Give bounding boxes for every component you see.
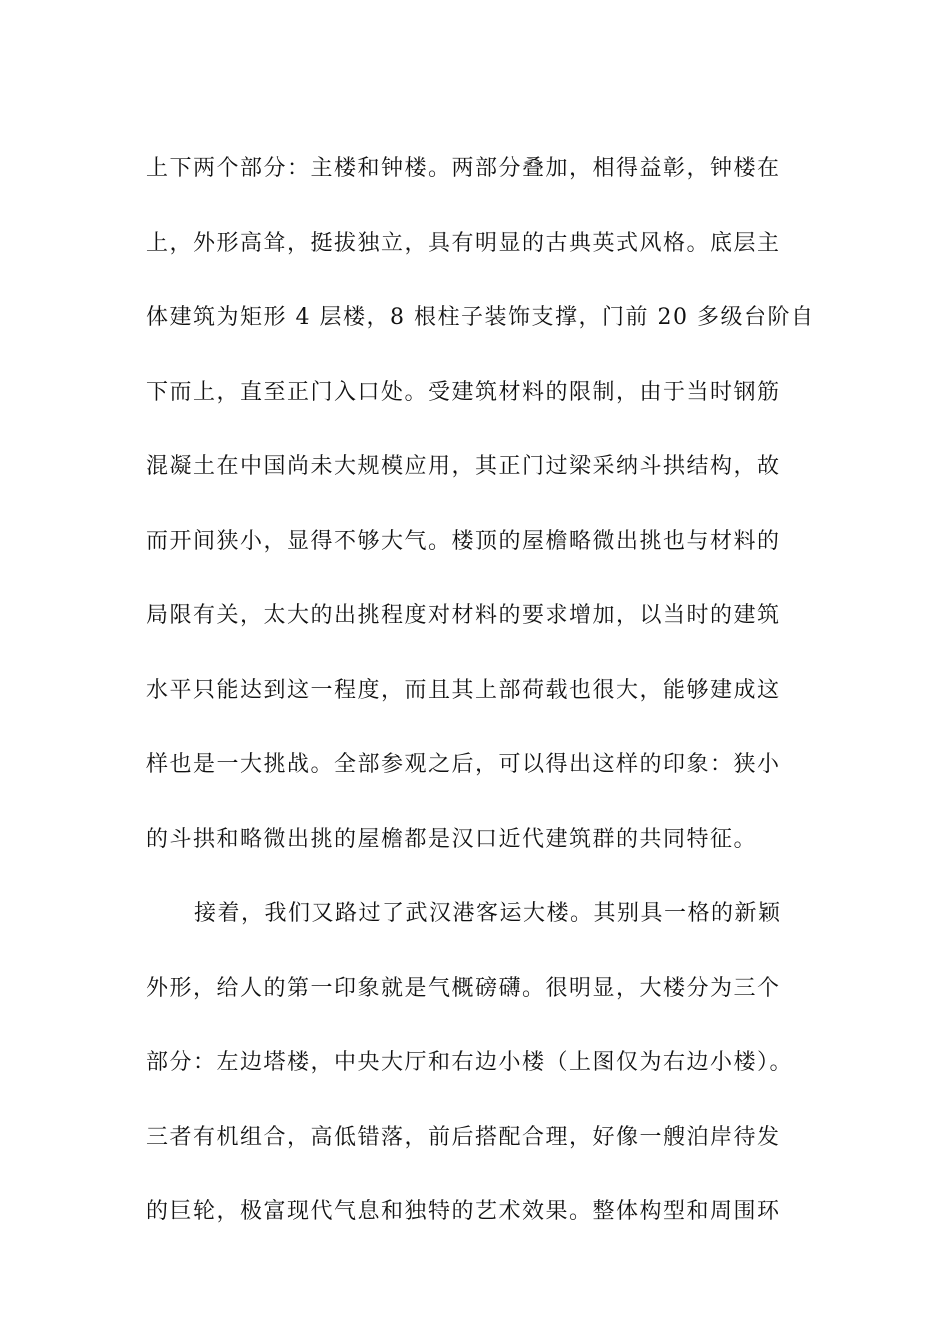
text-line: 体建筑为矩形 4 层楼，8 根柱子装饰支撑，门前 20 多级台阶自 (146, 305, 815, 330)
text-line: 混凝土在中国尚未大规模应用，其正门过梁采纳斗拱结构，故 (146, 454, 781, 479)
paragraph-start-line: 接着，我们又路过了武汉港客运大楼。其别具一格的新颖 (194, 901, 782, 926)
text-line: 局限有关，太大的出挑程度对材料的要求增加，以当时的建筑 (146, 603, 781, 628)
text-line: 水平只能达到这一程度，而且其上部荷载也很大，能够建成这 (146, 677, 781, 703)
text-line: 部分：左边塔楼，中央大厅和右边小楼（上图仅为右边小楼）。 (146, 1050, 794, 1075)
text-line: 下而上，直至正门入口处。受建筑材料的限制，由于当时钢筋 (146, 379, 781, 405)
text-line: 的巨轮，极富现代气息和独特的艺术效果。整体构型和周围环 (146, 1199, 781, 1224)
text-line: 上下两个部分：主楼和钟楼。两部分叠加，相得益彰，钟楼在 (146, 156, 781, 181)
text-line: 上，外形高耸，挺拔独立，具有明显的古典英式风格。底层主 (146, 230, 781, 256)
text-line: 外形，给人的第一印象就是气概磅礴。很明显，大楼分为三个 (146, 975, 781, 1001)
text-line: 三者有机组合，高低错落，前后搭配合理，好像一艘泊岸待发 (146, 1124, 781, 1150)
text-line: 的斗拱和略微出挑的屋檐都是汉口近代建筑群的共同特征。 (146, 826, 758, 852)
text-line: 而开间狭小，显得不够大气。楼顶的屋檐略微出挑也与材料的 (146, 528, 781, 554)
text-line: 样也是一大挑战。全部参观之后，可以得出这样的印象：狭小 (146, 752, 781, 777)
body-text (146, 132, 815, 1250)
